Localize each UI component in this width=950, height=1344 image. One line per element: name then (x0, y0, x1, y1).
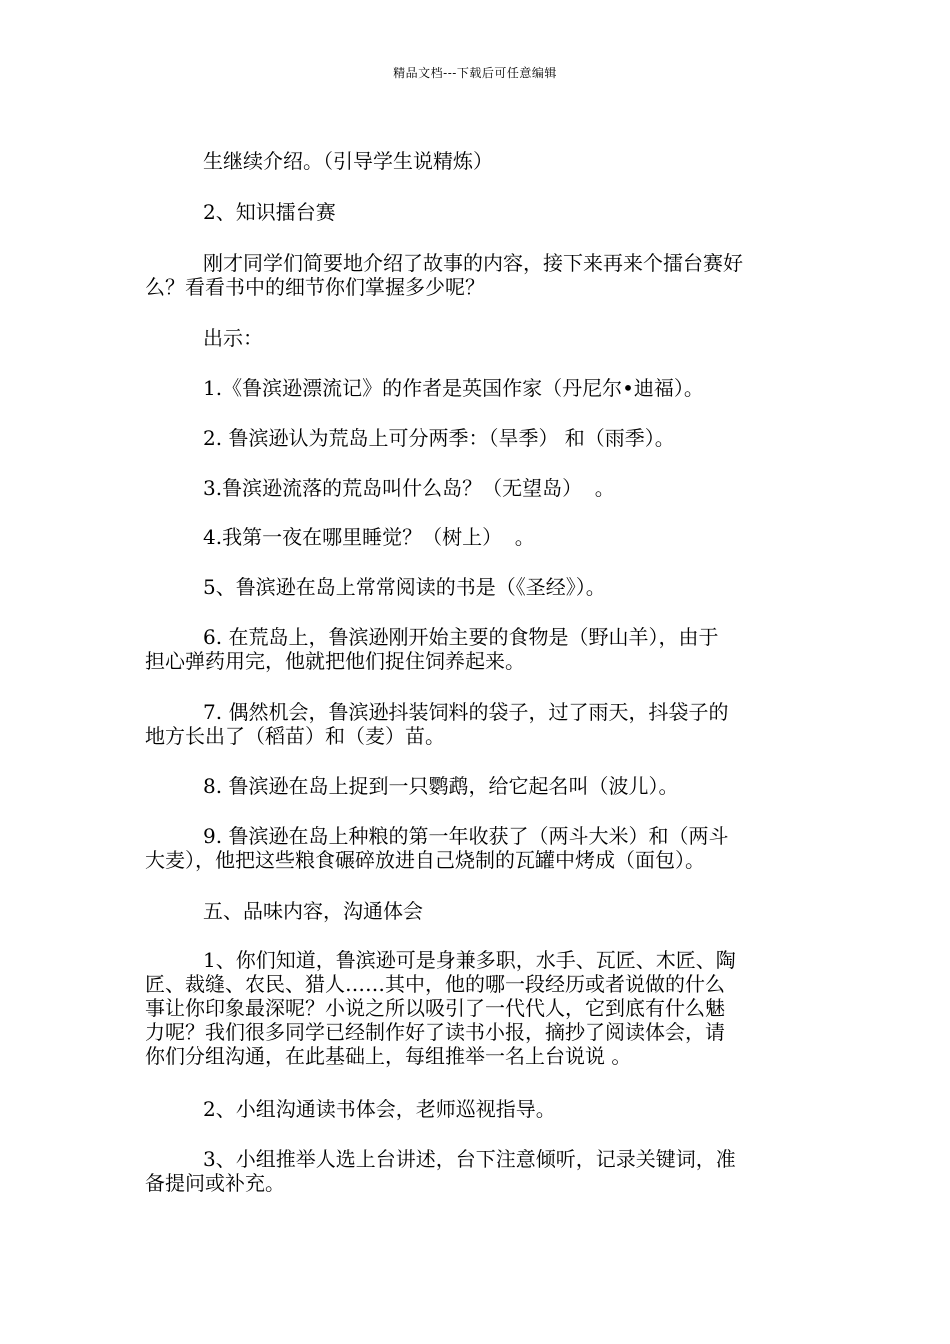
quiz-item (145, 426, 810, 450)
line: 1.《鲁滨逊漂流记》的作者是英国作家（丹尼尔•迪福）。 (203, 376, 704, 400)
line: 么？看看书中的细节你们掌握多少呢？ (145, 275, 485, 299)
section-heading (145, 899, 810, 923)
paragraph (145, 948, 810, 1068)
line: 1、你们知道，鲁滨逊可是身兼多职，水手、瓦匠、木匠、陶 (203, 948, 736, 972)
line: 力呢？我们很多同学已经制作好了读书小报，摘抄了阅读体会，请 (145, 1020, 725, 1044)
quiz-item (145, 824, 810, 872)
line: 备提问或补充。 (145, 1171, 285, 1195)
line: 3.鲁滨逊流落的荒岛叫什么岛？（无望岛） 。 (203, 476, 615, 500)
line: 8. 鲁滨逊在岛上捉到一只鹦鹉，给它起名叫（波儿）。 (203, 774, 679, 798)
quiz-item (145, 376, 810, 400)
line: 6. 在荒岛上，鲁滨逊刚开始主要的食物是（野山羊），由于 (203, 625, 719, 649)
line: 匠、裁缝、农民、猎人……其中，他的哪一段经历或者说做的什么 (145, 972, 725, 996)
line: 2、知识擂台赛 (203, 200, 336, 224)
quiz-item (145, 575, 810, 599)
line: 4.我第一夜在哪里睡觉？（树上） 。 (203, 525, 535, 549)
quiz-item (145, 625, 810, 673)
paragraph (145, 1147, 810, 1195)
line: 事让你印象最深呢？小说之所以吸引了一代代人，它到底有什么魅 (145, 996, 725, 1020)
line: 3、小组推举人选上台讲述，台下注意倾听，记录关键词，准 (203, 1147, 736, 1171)
line: 五、品味内容，沟通体会 (203, 899, 423, 923)
quiz-item (145, 774, 810, 798)
page-header: 精品文档---下载后可任意编辑 (393, 66, 557, 80)
line: 2. 鲁滨逊认为荒岛上可分两季：（旱季） 和（雨季）。 (203, 426, 675, 450)
line: 生继续介绍。（引导学生说精炼） (203, 149, 493, 173)
line: 出示： (203, 326, 263, 350)
paragraph (145, 1097, 810, 1121)
quiz-item (145, 476, 810, 500)
section-heading (145, 200, 810, 224)
line: 7. 偶然机会，鲁滨逊抖装饲料的袋子，过了雨天，抖袋子的 (203, 700, 729, 724)
paragraph (145, 326, 810, 350)
line: 你们分组沟通，在此基础上，每组推举一名上台说说 。 (145, 1044, 632, 1068)
paragraph-continued (145, 149, 810, 173)
paragraph (145, 251, 810, 299)
quiz-item (145, 700, 810, 748)
quiz-item (145, 525, 810, 549)
line: 担心弹药用完，他就把他们捉住饲养起来。 (145, 649, 525, 673)
line: 地方长出了（稻苗）和（麦）苗。 (145, 724, 445, 748)
line: 5、鲁滨逊在岛上常常阅读的书是（《圣经》）。 (203, 575, 606, 599)
line: 2、小组沟通读书体会，老师巡视指导。 (203, 1097, 556, 1121)
line: 9. 鲁滨逊在岛上种粮的第一年收获了（两斗大米）和（两斗 (203, 824, 729, 848)
line: 大麦），他把这些粮食碾碎放进自己烧制的瓦罐中烤成（面包）。 (145, 848, 705, 872)
line: 刚才同学们简要地介绍了故事的内容，接下来再来个擂台赛好 (203, 251, 743, 275)
